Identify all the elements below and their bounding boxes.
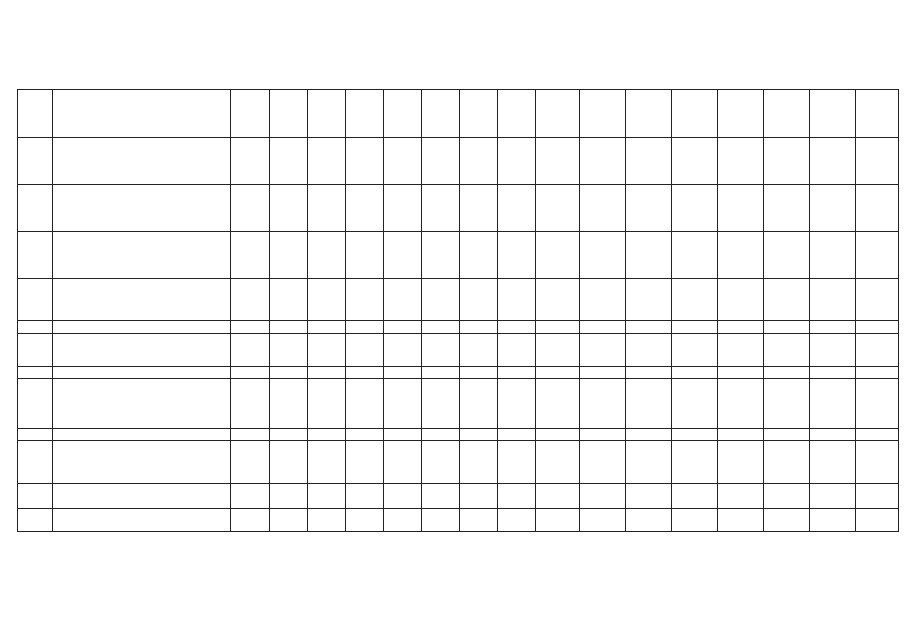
row-value <box>580 429 626 441</box>
row-value <box>580 185 626 232</box>
row-value <box>718 441 764 484</box>
row-value <box>718 379 764 429</box>
row-value <box>856 279 899 321</box>
row-value <box>460 379 498 429</box>
row-value <box>856 367 899 379</box>
row-code <box>18 138 53 185</box>
row-name <box>53 334 231 367</box>
row-value <box>346 279 384 321</box>
row-value <box>536 321 580 334</box>
row-value <box>764 484 810 509</box>
row-value <box>498 232 536 279</box>
row-value <box>764 279 810 321</box>
row-value <box>672 232 718 279</box>
row-value <box>384 484 422 509</box>
row-value <box>810 379 856 429</box>
row-value <box>810 334 856 367</box>
row-value <box>718 90 764 138</box>
row-value <box>422 441 460 484</box>
row-value <box>764 367 810 379</box>
row-value <box>536 232 580 279</box>
row-value <box>270 90 308 138</box>
row-value <box>536 441 580 484</box>
row-value <box>536 138 580 185</box>
row-value <box>346 509 384 532</box>
row-value <box>810 509 856 532</box>
row-value <box>270 232 308 279</box>
row-value <box>308 379 346 429</box>
row-value <box>672 90 718 138</box>
row-value <box>626 232 672 279</box>
row-value <box>672 185 718 232</box>
row-value <box>580 484 626 509</box>
row-value <box>270 321 308 334</box>
row-value <box>422 484 460 509</box>
row-value <box>460 441 498 484</box>
row-value <box>308 334 346 367</box>
row-value <box>270 334 308 367</box>
row-code <box>18 334 53 367</box>
row-code <box>18 232 53 279</box>
row-value <box>810 429 856 441</box>
table-row <box>18 321 899 334</box>
row-value <box>626 279 672 321</box>
row-value <box>672 509 718 532</box>
row-value <box>580 367 626 379</box>
row-code <box>18 379 53 429</box>
row-value <box>580 441 626 484</box>
row-value <box>231 321 270 334</box>
row-value <box>536 367 580 379</box>
row-value <box>498 441 536 484</box>
row-value <box>460 334 498 367</box>
row-value <box>810 90 856 138</box>
row-value <box>270 185 308 232</box>
row-name <box>53 90 231 138</box>
row-value <box>718 232 764 279</box>
row-value <box>672 334 718 367</box>
row-code <box>18 185 53 232</box>
row-value <box>580 232 626 279</box>
row-value <box>231 279 270 321</box>
row-value <box>764 379 810 429</box>
row-value <box>308 441 346 484</box>
row-value <box>810 484 856 509</box>
row-value <box>856 232 899 279</box>
row-value <box>270 138 308 185</box>
row-code <box>18 367 53 379</box>
row-value <box>422 90 460 138</box>
table-row <box>18 232 899 279</box>
row-value <box>384 509 422 532</box>
row-name <box>53 279 231 321</box>
row-value <box>580 138 626 185</box>
row-value <box>672 441 718 484</box>
row-value <box>270 429 308 441</box>
row-value <box>384 441 422 484</box>
row-value <box>422 138 460 185</box>
row-value <box>346 367 384 379</box>
row-value <box>460 429 498 441</box>
row-value <box>346 429 384 441</box>
row-value <box>384 232 422 279</box>
row-value <box>384 379 422 429</box>
row-value <box>384 367 422 379</box>
row-value <box>856 138 899 185</box>
row-value <box>718 185 764 232</box>
row-value <box>626 367 672 379</box>
row-value <box>270 379 308 429</box>
row-value <box>460 90 498 138</box>
row-value <box>422 321 460 334</box>
row-value <box>536 90 580 138</box>
row-value <box>231 509 270 532</box>
row-value <box>498 484 536 509</box>
row-value <box>498 185 536 232</box>
row-value <box>536 279 580 321</box>
row-value <box>231 334 270 367</box>
row-value <box>718 367 764 379</box>
row-value <box>810 321 856 334</box>
row-value <box>856 379 899 429</box>
row-code <box>18 484 53 509</box>
row-value <box>231 367 270 379</box>
row-name <box>53 185 231 232</box>
row-name <box>53 429 231 441</box>
data-table <box>17 89 899 532</box>
row-value <box>308 367 346 379</box>
row-value <box>231 429 270 441</box>
row-value <box>460 321 498 334</box>
row-name <box>53 367 231 379</box>
row-value <box>672 367 718 379</box>
row-value <box>718 334 764 367</box>
row-value <box>672 429 718 441</box>
row-value <box>626 90 672 138</box>
row-value <box>270 279 308 321</box>
row-value <box>536 334 580 367</box>
row-value <box>231 138 270 185</box>
row-value <box>856 429 899 441</box>
table-row <box>18 334 899 367</box>
row-name <box>53 484 231 509</box>
row-value <box>231 441 270 484</box>
row-value <box>308 279 346 321</box>
row-value <box>498 90 536 138</box>
row-value <box>231 90 270 138</box>
row-value <box>422 429 460 441</box>
row-value <box>672 484 718 509</box>
row-value <box>346 138 384 185</box>
row-value <box>460 367 498 379</box>
table-row <box>18 429 899 441</box>
row-value <box>626 484 672 509</box>
row-value <box>626 509 672 532</box>
row-value <box>718 138 764 185</box>
row-value <box>810 138 856 185</box>
page-number <box>0 37 905 55</box>
row-value <box>764 185 810 232</box>
row-value <box>536 484 580 509</box>
row-value <box>810 367 856 379</box>
row-value <box>718 509 764 532</box>
row-value <box>498 334 536 367</box>
row-value <box>460 232 498 279</box>
table-row <box>18 484 899 509</box>
row-value <box>231 232 270 279</box>
row-value <box>498 279 536 321</box>
row-value <box>718 279 764 321</box>
row-value <box>422 185 460 232</box>
row-value <box>270 509 308 532</box>
row-value <box>718 429 764 441</box>
row-value <box>346 90 384 138</box>
row-value <box>718 321 764 334</box>
row-value <box>384 321 422 334</box>
table-row <box>18 90 899 138</box>
table-row <box>18 379 899 429</box>
table-row <box>18 279 899 321</box>
row-value <box>270 484 308 509</box>
row-value <box>856 90 899 138</box>
row-value <box>580 379 626 429</box>
row-value <box>308 90 346 138</box>
row-code <box>18 441 53 484</box>
row-value <box>346 379 384 429</box>
row-code <box>18 509 53 532</box>
row-name <box>53 509 231 532</box>
row-value <box>810 185 856 232</box>
row-value <box>308 429 346 441</box>
row-value <box>384 185 422 232</box>
row-value <box>626 441 672 484</box>
row-value <box>536 429 580 441</box>
row-value <box>384 334 422 367</box>
row-name <box>53 232 231 279</box>
row-value <box>384 90 422 138</box>
row-value <box>231 379 270 429</box>
row-value <box>460 138 498 185</box>
row-value <box>231 185 270 232</box>
row-value <box>626 185 672 232</box>
row-value <box>384 279 422 321</box>
row-value <box>498 509 536 532</box>
row-value <box>308 138 346 185</box>
row-value <box>270 441 308 484</box>
row-value <box>856 185 899 232</box>
row-value <box>422 279 460 321</box>
row-value <box>422 367 460 379</box>
table-row <box>18 367 899 379</box>
row-value <box>536 379 580 429</box>
row-value <box>810 279 856 321</box>
row-value <box>460 279 498 321</box>
row-value <box>672 138 718 185</box>
row-value <box>346 232 384 279</box>
row-value <box>308 321 346 334</box>
row-name <box>53 441 231 484</box>
row-value <box>384 429 422 441</box>
row-value <box>270 367 308 379</box>
row-code <box>18 90 53 138</box>
row-value <box>764 441 810 484</box>
row-value <box>346 334 384 367</box>
row-value <box>536 185 580 232</box>
row-code <box>18 279 53 321</box>
row-value <box>626 138 672 185</box>
table-body <box>18 90 899 532</box>
row-value <box>498 321 536 334</box>
row-value <box>764 90 810 138</box>
row-value <box>460 185 498 232</box>
row-name <box>53 138 231 185</box>
row-value <box>856 321 899 334</box>
row-value <box>626 429 672 441</box>
row-value <box>536 509 580 532</box>
row-value <box>422 509 460 532</box>
row-value <box>308 185 346 232</box>
row-value <box>308 232 346 279</box>
row-value <box>346 484 384 509</box>
row-value <box>498 138 536 185</box>
row-value <box>580 509 626 532</box>
row-value <box>764 334 810 367</box>
row-value <box>764 232 810 279</box>
row-value <box>718 484 764 509</box>
row-value <box>672 321 718 334</box>
row-value <box>498 429 536 441</box>
table-row <box>18 441 899 484</box>
row-value <box>810 441 856 484</box>
row-value <box>498 367 536 379</box>
row-code <box>18 429 53 441</box>
table-row <box>18 185 899 232</box>
row-value <box>422 379 460 429</box>
row-name <box>53 379 231 429</box>
row-value <box>672 379 718 429</box>
row-value <box>764 429 810 441</box>
row-value <box>580 90 626 138</box>
row-value <box>346 185 384 232</box>
row-value <box>580 279 626 321</box>
row-value <box>308 509 346 532</box>
row-value <box>672 279 718 321</box>
row-value <box>460 509 498 532</box>
row-value <box>764 509 810 532</box>
row-value <box>626 379 672 429</box>
row-value <box>580 334 626 367</box>
row-value <box>346 321 384 334</box>
row-value <box>346 441 384 484</box>
row-value <box>626 334 672 367</box>
row-value <box>810 232 856 279</box>
row-value <box>764 138 810 185</box>
row-value <box>764 321 810 334</box>
row-value <box>384 138 422 185</box>
row-code <box>18 321 53 334</box>
row-value <box>498 379 536 429</box>
row-value <box>856 484 899 509</box>
row-value <box>460 484 498 509</box>
row-name <box>53 321 231 334</box>
row-value <box>856 509 899 532</box>
row-value <box>856 441 899 484</box>
row-value <box>308 484 346 509</box>
row-value <box>231 484 270 509</box>
table-row <box>18 509 899 532</box>
row-value <box>422 334 460 367</box>
row-value <box>580 321 626 334</box>
table-row <box>18 138 899 185</box>
row-value <box>422 232 460 279</box>
row-value <box>626 321 672 334</box>
row-value <box>856 334 899 367</box>
